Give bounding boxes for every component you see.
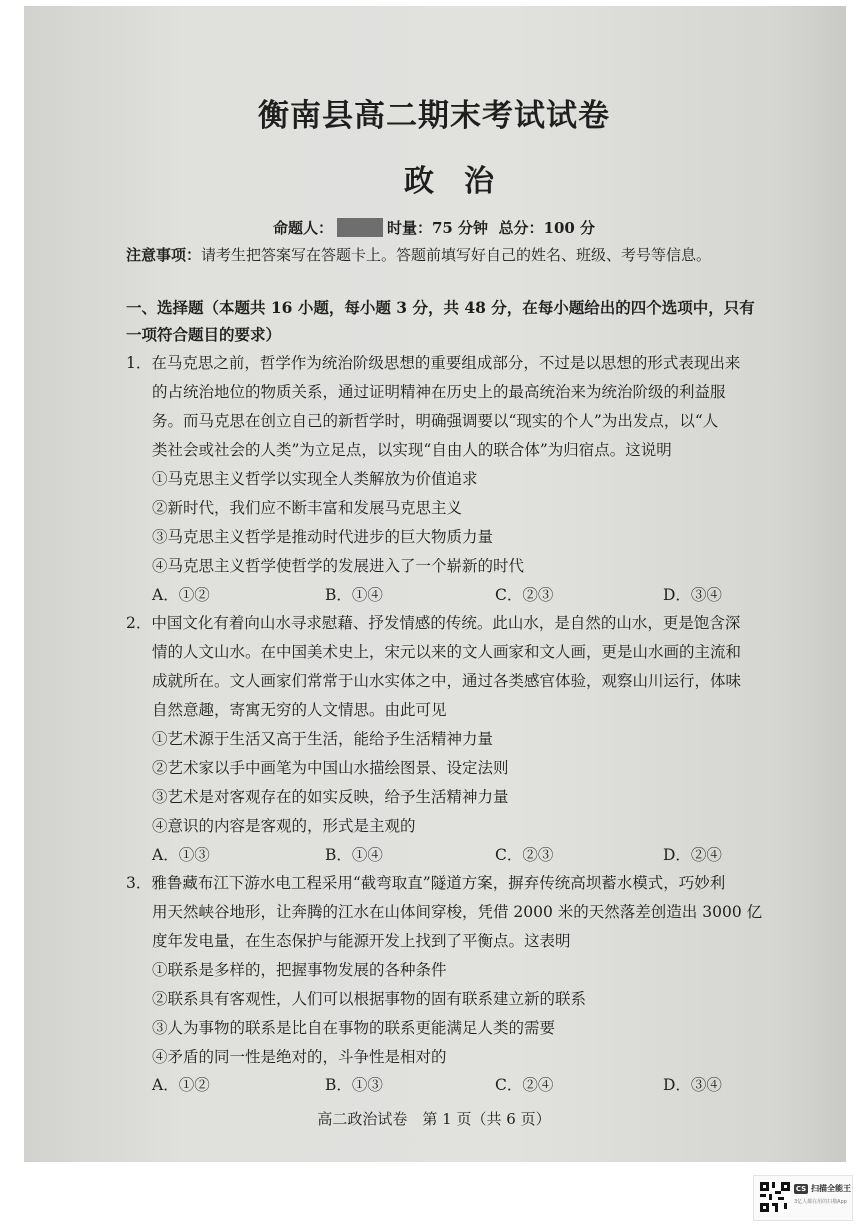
q1-stem-line: 类社会或社会的人类”为立足点，以实现“自由人的联合体”为归宿点。这说明 bbox=[152, 441, 672, 459]
q1-statement: ④马克思主义哲学使哲学的发展进入了一个崭新的时代 bbox=[152, 557, 525, 575]
q3-choice-b: B．①③ bbox=[325, 1076, 383, 1094]
section-heading-line1: 一、选择题（本题共 16 小题，每小题 3 分，共 48 分，在每小题给出的四个选项中，只有 bbox=[126, 298, 755, 317]
q2-choice-c: C．②③ bbox=[495, 846, 554, 864]
q3-statement: ③人为事物的联系是比自在事物的联系更能满足人类的需要 bbox=[152, 1019, 556, 1037]
q2-stem-line: 2．中国文化有着向山水寻求慰藉、抒发情感的传统。此山水，是自然的山水，更是饱含深 bbox=[126, 614, 741, 632]
q2-statement: ③艺术是对客观存在的如实反映，给予生活精神力量 bbox=[152, 788, 509, 806]
cs-logo: CS bbox=[795, 1185, 807, 1193]
q3-choice-a: A．①② bbox=[152, 1076, 210, 1094]
exam-info bbox=[0, 217, 868, 238]
q2-choice-b: B．①④ bbox=[325, 846, 383, 864]
q2-choice-a: A．①③ bbox=[152, 846, 210, 864]
scanner-app-name: 扫描全能王 bbox=[811, 1184, 851, 1193]
redacted-author bbox=[337, 218, 383, 237]
notice-text: 请考生把答案写在答题卡上。答题前填写好自己的姓名、班级、考号等信息。 bbox=[201, 246, 712, 264]
q1-choice-b: B．①④ bbox=[325, 586, 383, 604]
q1-stem-line: 1．在马克思之前，哲学作为统治阶级思想的重要组成部分，不过是以思想的形式表现出来 bbox=[126, 354, 741, 372]
section-heading-line2: 一项符合题目的要求） bbox=[126, 325, 282, 344]
q1-statement: ②新时代，我们应不断丰富和发展马克思主义 bbox=[152, 499, 463, 517]
q2-statement: ①艺术源于生活又高于生活，能给予生活精神力量 bbox=[152, 730, 494, 748]
q2-statement: ④意识的内容是客观的，形式是主观的 bbox=[152, 817, 416, 835]
exam-time: 时量：75 分钟 bbox=[386, 219, 489, 237]
q1-stem-line: 务。而马克思在创立自己的新哲学时，明确强调要以“现实的个人”为出发点，以“人 bbox=[152, 412, 719, 430]
q2-stem-line: 自然意趣，寄寓无穷的人文情思。由此可见 bbox=[152, 701, 447, 719]
qr-code-icon bbox=[760, 1182, 790, 1212]
q3-statement: ①联系是多样的，把握事物发展的各种条件 bbox=[152, 961, 447, 979]
exam-total: 总分：100 分 bbox=[498, 219, 596, 237]
q3-statement: ②联系具有客观性，人们可以根据事物的固有联系建立新的联系 bbox=[152, 990, 587, 1008]
q3-choice-d: D．③④ bbox=[663, 1076, 722, 1094]
q1-choice-a: A．①② bbox=[152, 586, 210, 604]
q3-statement: ④矛盾的同一性是绝对的，斗争性是相对的 bbox=[152, 1048, 447, 1066]
notice bbox=[126, 244, 711, 265]
q1-statement: ③马克思主义哲学是推动时代进步的巨大物质力量 bbox=[152, 528, 494, 546]
q3-choice-c: C．②④ bbox=[495, 1076, 554, 1094]
q1-choice-d: D．③④ bbox=[663, 586, 722, 604]
q2-choice-d: D．②④ bbox=[663, 846, 722, 864]
q2-statement: ②艺术家以手中画笔为中国山水描绘图景、设定法则 bbox=[152, 759, 509, 777]
q1-stem-line: 的占统治地位的物质关系，通过证明精神在历史上的最高统治来为统治阶级的利益服 bbox=[152, 383, 726, 401]
q3-stem-line: 度年发电量，在生态保护与能源开发上找到了平衡点。这表明 bbox=[152, 932, 571, 950]
subject-title: 政治 bbox=[404, 164, 524, 199]
q3-stem-line: 3．雅鲁藏布江下游水电工程采用“截弯取直”隧道方案，摒弃传统高坝蓄水模式，巧妙利 bbox=[126, 874, 726, 892]
q1-statement: ①马克思主义哲学以实现全人类解放为价值追求 bbox=[152, 470, 478, 488]
q1-choice-c: C．②③ bbox=[495, 586, 554, 604]
scanner-tagline: 3亿人都在用的扫描App bbox=[794, 1199, 847, 1205]
exam-title: 衡南县高二期末考试试卷 bbox=[258, 98, 610, 134]
page-footer: 高二政治试卷 第 1 页（共 6 页） bbox=[317, 1110, 551, 1128]
notice-label: 注意事项： bbox=[126, 246, 202, 264]
q2-stem-line: 情的人文山水。在中国美术史上，宋元以来的文人画家和文人画，更是山水画的主流和 bbox=[152, 643, 742, 661]
author-label: 命题人： bbox=[272, 219, 333, 237]
q3-stem-line: 用天然峡谷地形，让奔腾的江水在山体间穿梭，凭借 2000 米的天然落差创造出 3000 亿 bbox=[152, 903, 763, 921]
q2-stem-line: 成就所在。文人画家们常常于山水实体之中，通过各类感官体验，观察山川运行，体味 bbox=[152, 672, 742, 690]
